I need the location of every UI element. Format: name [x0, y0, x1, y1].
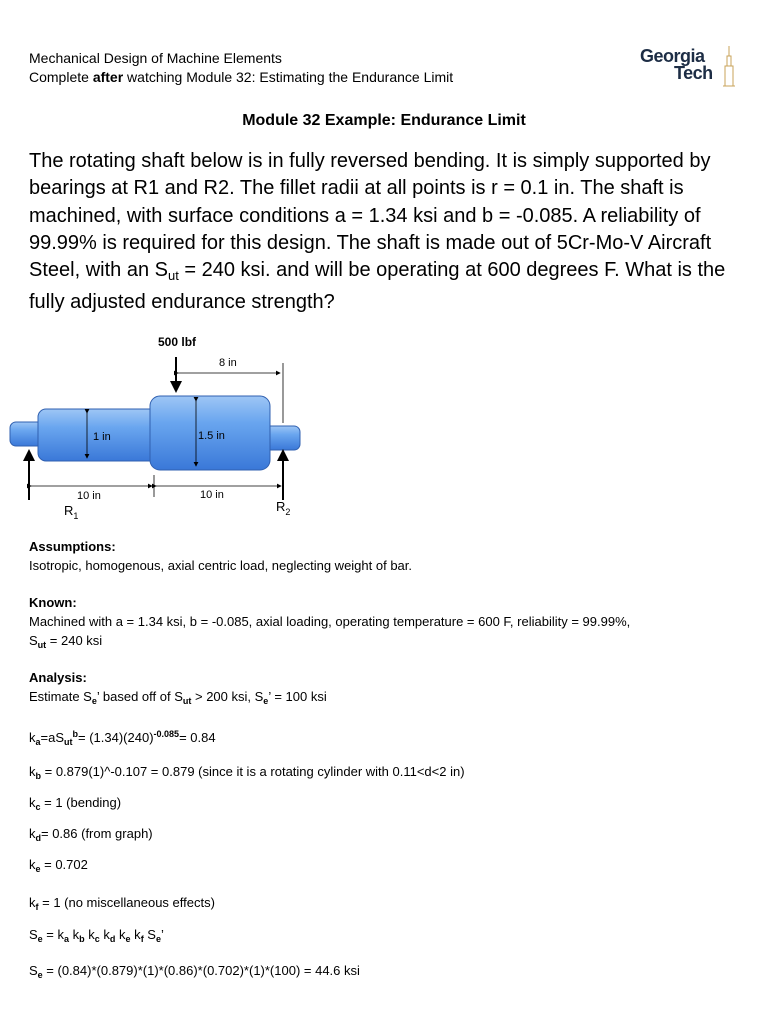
problem-sub-ut: ut	[167, 268, 179, 284]
module-instruction	[29, 68, 453, 87]
se-term: k	[130, 927, 141, 942]
kb-equation: $k_b$ = 0.879(1)^-0.107 = 0.879 (since it is a rotating cylinder with 0.11<d<2 in)	[29, 764, 465, 781]
dim-top-label: 8 in	[219, 357, 237, 369]
assumptions-heading: Assumptions:	[29, 539, 116, 554]
analysis-heading: Analysis:	[29, 670, 87, 685]
se-formula: $S_e = k_a$ $k_b$ $k_c$ $k_d$ $k_e$ $k_f$ $S_e$’	[29, 927, 164, 944]
ka-equation: $k_a=aS_{ut}^b= (1.34)(240)^{-0.085}= 0.84$	[29, 729, 216, 747]
page-title: Module 32 Example: Endurance Limit	[242, 112, 526, 129]
se-term: k	[84, 927, 95, 942]
problem-text-b: = 240 ksi. and will be operating at 600 degrees F. What is the fully adjusted endurance strength?	[29, 259, 726, 314]
se-term: k	[57, 927, 65, 942]
dia-small-label: 1 in	[93, 431, 111, 443]
analysis-section	[29, 668, 739, 711]
logo-line1: Georgia	[640, 46, 705, 66]
load-label: 500 lbf	[158, 335, 197, 349]
dim-right-label: 10 in	[200, 489, 224, 501]
known-heading: Known:	[29, 595, 77, 610]
georgia-tech-logo	[636, 44, 736, 88]
se-result: $S_e = (0.84)*(0.879)*(1)*(0.86)*(0.702)*(1)*(100) = 44.6$ ksi	[29, 963, 360, 980]
problem-text-a: The rotating shaft below is in fully reversed bending. It is simply supported by bearings at R1 and R2. The fillet radii at all points is r = 0.1 in. The shaft is machined, with surface conditions a = 1.34 ksi and b = -0.085. A reliability of 99.99% is required for this design. The shaft is made out of 5Cr-Mo-V Aircraft Steel, with an S	[29, 150, 712, 282]
problem-statement	[29, 148, 739, 317]
dim-left-label: 10 in	[77, 490, 101, 502]
kf-equation: $k_f = 1$ (no miscellaneous effects)	[29, 895, 215, 912]
instruction-post: watching Module 32: Estimating the Endurance Limit	[123, 69, 454, 85]
kd-equation: $k_d= 0.86$ (from graph)	[29, 826, 153, 843]
course-title: Mechanical Design of Machine Elements	[29, 50, 282, 66]
known-line2: $S_{ut} = 240$ ksi	[29, 633, 103, 650]
kc-equation: $k_c = 1$ (bending)	[29, 795, 122, 812]
tower-icon	[722, 44, 736, 88]
se-term: k	[99, 927, 110, 942]
assumptions-text: Isotropic, homogenous, axial centric load, neglecting weight of bar.	[29, 558, 413, 573]
known-line1: Machined with a = 1.34 ksi, b = -0.085, axial loading, operating temperature = 600 F, reliability = 99.99%,	[29, 614, 631, 629]
known-section	[29, 593, 739, 655]
se-term: S	[143, 927, 156, 942]
se-term: k	[69, 927, 80, 942]
se-formula-terms: $k_a$ $k_b$ $k_c$ $k_d$ $k_e$ $k_f$ $S_e$	[57, 927, 161, 944]
instruction-pre: Complete	[29, 69, 93, 85]
r2-label: $R_2$	[276, 499, 291, 517]
document-header	[29, 49, 453, 87]
se-term: k	[115, 927, 126, 942]
assumptions-section	[29, 537, 739, 575]
dia-large-label: 1.5 in	[198, 430, 225, 442]
ke-equation: $k_e = 0.702$	[29, 857, 88, 874]
r1-label: $R_1$	[64, 503, 79, 521]
shaft-diagram	[0, 325, 320, 525]
logo-line2: Tech	[674, 63, 713, 83]
estimate-line: Estimate $S_e$’ based off of $S_{ut} > 200$ ksi, $S_e$’ = 100 ksi	[29, 689, 327, 706]
instruction-bold: after	[92, 69, 124, 85]
